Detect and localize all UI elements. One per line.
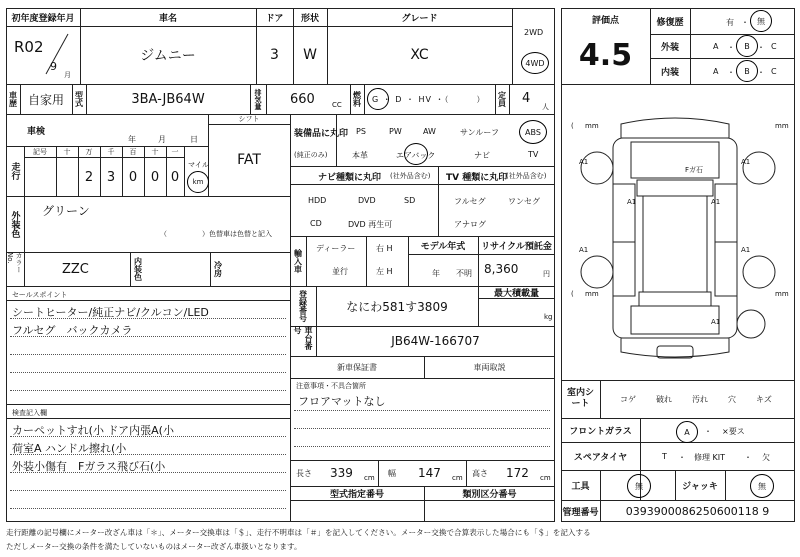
exterior-a: A (713, 42, 719, 51)
spare-label: スペアタイヤ (573, 452, 628, 463)
digit-header-10k: 万 (85, 147, 93, 156)
nav-dvd-play: DVD 再生可 (348, 220, 393, 229)
km-circle (187, 171, 209, 193)
nav-sublabel: (社外品含む) (390, 172, 431, 180)
interior-b-circle (736, 60, 758, 82)
footer-line-2: ただしメーター交換の条件を満たしていないものはメーター改ざん車扱いとなります。 (6, 542, 302, 551)
model: 3BA-JB64W (131, 91, 205, 107)
nav-cd: CD (310, 219, 322, 228)
tv-analog: アナログ (454, 220, 486, 229)
nav-dvd: DVD (358, 196, 376, 205)
digit-header-10: 十 (151, 147, 159, 156)
damage-mark-a1-left-door: A1 (627, 198, 637, 206)
length-unit: cm (364, 474, 375, 482)
car-right-front-door (715, 184, 737, 242)
cc-unit: CC (332, 101, 342, 109)
equipment-sublabel: (純正のみ) (294, 151, 328, 159)
car-left-rear-panel (613, 242, 635, 296)
import-left-h: 左 H (376, 267, 393, 276)
notes-label: 注意事項・不具合箇所 (296, 382, 366, 390)
equip-leather: 本革 (352, 151, 368, 160)
car-hood (631, 142, 719, 178)
width-value: 147 (418, 466, 441, 480)
color-no-label: カラー No. (6, 252, 23, 273)
tv-fullseg: フルセグ (454, 197, 486, 206)
seat-scratch: キズ (756, 395, 772, 404)
nav-label: ナビ種類に丸印 (318, 173, 382, 183)
equip-navi: ナビ (474, 151, 490, 160)
capacity-label: 定員 (497, 91, 507, 107)
score-label: 評価点 (591, 15, 619, 26)
mgmt-value: 0393900086250600118 9 (625, 504, 770, 518)
damage-mark-a1-left-front: A1 (579, 158, 589, 166)
tools-value-circle (627, 474, 651, 498)
jack-label: ジャッキ (682, 481, 718, 492)
car-body-outline (613, 138, 737, 338)
model-year-unknown: 不明 (456, 269, 472, 278)
mileage-label: 走行 (9, 162, 20, 180)
grade-label: グレード (401, 13, 438, 24)
windshield-a: A (684, 427, 690, 437)
shaken-month-unit: 月 (158, 135, 166, 144)
damage-mark-a1-right-front: A1 (741, 158, 751, 166)
drive-4wd-label: 4WD (525, 58, 545, 68)
drive-2wd: 2WD (524, 28, 544, 37)
color-value: グリーン (42, 204, 90, 218)
car-rear-bumper (621, 338, 729, 357)
windshield-a-circle (676, 421, 698, 443)
exterior-dot1: ・ (727, 43, 735, 52)
car-name: ジムニー (140, 48, 196, 64)
car-left-front-door (613, 184, 635, 242)
car-right-rear-panel (715, 242, 737, 296)
interior-dot1: ・ (727, 68, 735, 77)
chassis-value: JB64W-166707 (391, 334, 480, 348)
ac-label: 冷房 (213, 261, 223, 277)
windshield-label: フロントガラス (569, 426, 632, 437)
windshield-needs-repair: ×要ス (722, 427, 745, 436)
capacity-unit: 人 (542, 103, 549, 111)
wheel-rear-right (743, 256, 775, 288)
digit-100k: 2 (84, 169, 94, 185)
equip-aw: AW (423, 127, 436, 136)
width-unit: cm (452, 474, 463, 482)
shaken-day-unit: 日 (190, 135, 198, 144)
equip-ps: PS (356, 127, 366, 136)
recycle-label: リサイクル預託金 (481, 241, 552, 252)
equip-airbag: エアバック (396, 151, 436, 160)
spare-t: T (662, 452, 667, 461)
shape-label: 形状 (300, 13, 319, 24)
repair-no: 無 (757, 16, 765, 26)
grade: XC (410, 47, 429, 63)
interior-label: 内装 (660, 67, 679, 78)
digit-100: 0 (150, 169, 160, 185)
km-label: km (192, 178, 204, 186)
mm-label-rear-left-unit: mm (585, 290, 599, 298)
car-name-label: 車名 (158, 13, 177, 24)
repair-dot: ・ (741, 18, 749, 27)
seat-burn: コゲ (620, 395, 636, 404)
car-front-bumper (621, 118, 729, 138)
spare-repair-kit: 修理 KIT (694, 453, 726, 462)
seat-tear: 破れ (656, 395, 672, 404)
displacement-label: 排気量 (254, 88, 262, 110)
damage-mark-a1-rear: A1 (711, 318, 721, 326)
inspector-line-1: カーペットすれ(小 ドア内張A(小 (12, 424, 174, 437)
fuel-label: 燃料 (352, 91, 362, 107)
height-label: 高さ (472, 469, 488, 478)
category-number-label: 類別区分番号 (462, 489, 517, 500)
damage-mark-fg: Fガ石 (685, 166, 704, 174)
recycle-yen: 円 (543, 270, 550, 278)
inspector-label: 検査記入欄 (12, 409, 47, 417)
wheel-front-left (581, 152, 613, 184)
tv-sublabel: (社外品含む) (506, 172, 547, 180)
exterior-b-circle (736, 35, 758, 57)
shape: W (303, 47, 317, 63)
repair-yes: 有 (726, 18, 734, 27)
shift-label: シフト (238, 115, 260, 123)
import-parallel: 並行 (332, 267, 348, 276)
vehicle-type-label: 車歴 (8, 91, 18, 107)
capacity: 4 (522, 91, 531, 106)
reg-value: なにわ581す3809 (346, 299, 448, 314)
first-reg-era: R02 (14, 38, 44, 56)
reg-label: 登録番号 (298, 290, 308, 322)
interior-b: B (744, 66, 750, 76)
spare-dot2: ・ (744, 453, 752, 462)
tools-label: 工具 (571, 481, 590, 492)
new-warranty: 新車保証書 (337, 362, 377, 372)
height-unit: cm (540, 474, 551, 482)
import-right-h: 右 H (376, 244, 393, 253)
first-reg-month: 9 (50, 60, 57, 73)
month-unit: 月 (64, 71, 71, 79)
jack-value: 無 (758, 481, 766, 491)
notes-value: フロアマットなし (298, 395, 386, 408)
inspector-line-3: 外装小傷有 Fガラス飛び石(小 (12, 460, 166, 473)
seat-dirt: 汚れ (692, 395, 708, 404)
sales-point-line-1: シートヒーター/純正ナビ/クルコン/LED (12, 306, 209, 319)
sales-point-label: セールスポイント (12, 291, 68, 299)
equip-sunroof: サンルーフ (460, 128, 499, 137)
mgmt-label: 管理番号 (562, 507, 599, 518)
airbag-circle (404, 143, 428, 165)
digit-header-symbol: 記号 (33, 147, 47, 156)
digit-header-100: 百 (129, 147, 137, 156)
max-load-kg: kg (544, 313, 553, 321)
damage-mark-a1-right-door: A1 (711, 198, 721, 206)
model-year-unit: 年 (432, 269, 440, 278)
spare-dot1: ・ (678, 453, 686, 462)
digit-10k: 3 (106, 169, 116, 185)
fuel-options: G ・ D ・ HV ・（ ） (372, 95, 486, 104)
car-windshield (637, 180, 713, 196)
digit-header-100k: 十 (63, 147, 71, 156)
import-label: 輸入車 (293, 249, 303, 273)
door-label: ドア (265, 13, 284, 24)
interior-seat-label: 室内シート (566, 388, 594, 409)
footer-line-1: 走行距離の記号欄にメーター改ざん車は「＊」、メーター交換車は「＄」、走行不明車は「＃」を記入してください。メーター交換で合算表示した場合にも「＄」を記入する (6, 528, 591, 537)
inspector-line-2: 荷室A ハンドル擦れ(小 (12, 442, 127, 455)
model-year-label: モデル年式 (420, 241, 466, 252)
exterior-b: B (744, 41, 750, 51)
tv-oneseg: ワンセグ (508, 197, 540, 206)
shaken-label: 車検 (26, 126, 45, 137)
shift-value: FAT (237, 152, 261, 168)
length-label: 長さ (296, 469, 312, 478)
mile-label: マイル (188, 161, 209, 169)
doors: 3 (270, 47, 279, 63)
exterior-label: 外装 (660, 42, 679, 53)
interior-dot2: ・ (757, 68, 765, 77)
car-tailgate (631, 306, 719, 334)
wheel-front-right (743, 152, 775, 184)
interior-a: A (713, 67, 719, 76)
max-load-label: 最大積載量 (493, 288, 539, 299)
digit-header-1k: 千 (107, 147, 115, 156)
seat-hole: 穴 (728, 395, 736, 404)
recycle-value: 8,360 (484, 262, 519, 276)
mm-label-front-right: mm (775, 122, 789, 130)
chassis-label: 車台番号 (293, 326, 313, 350)
score-value: 4.5 (578, 37, 633, 73)
sales-point-line-2: フルセグ バックカメラ (12, 324, 133, 337)
interior-color-label: 内装色 (133, 257, 143, 281)
type-designation-label: 型式指定番号 (329, 489, 384, 500)
spare-tire-outline (657, 346, 693, 358)
equipment-label: 装備品に丸印 (294, 129, 349, 139)
wheel-rear-left (581, 256, 613, 288)
color-no-value: ZZC (62, 262, 89, 277)
height-value: 172 (506, 466, 529, 480)
fuel-selected-circle (367, 88, 389, 110)
length-value: 339 (330, 466, 353, 480)
car-rear-window (639, 292, 711, 306)
interior-c: C (771, 67, 777, 76)
spare-missing: 欠 (762, 453, 770, 462)
windshield-dot: ・ (704, 427, 712, 436)
first-reg-label: 初年度登録年月 (11, 13, 75, 24)
damage-mark-a1-right-rear: A1 (741, 246, 751, 254)
displacement: 660 (290, 92, 315, 107)
mm-label-rear-left: ( (571, 290, 574, 298)
equip-pw: PW (389, 127, 402, 136)
equip-abs-label: ABS (525, 127, 541, 137)
car-damage-diagram (561, 84, 795, 380)
shaken-year-unit: 年 (128, 135, 136, 144)
exterior-dot2: ・ (757, 43, 765, 52)
repair-label: 修復歴 (656, 17, 684, 28)
spare-wheel (737, 310, 765, 338)
equip-tv: TV (528, 150, 539, 159)
vehicle-type: 自家用 (27, 92, 64, 107)
repair-no-circle (750, 10, 772, 32)
mm-label-front-left-unit: mm (585, 122, 599, 130)
digit-1k: 0 (128, 169, 138, 185)
nav-sd: SD (404, 196, 416, 205)
width-label: 幅 (388, 469, 396, 478)
tv-label: TV 種類に丸印 (446, 173, 508, 183)
nav-hdd: HDD (308, 196, 327, 205)
damage-mark-a1-left-rear: A1 (579, 246, 589, 254)
digit-header-1: 一 (171, 147, 179, 156)
exterior-c: C (771, 42, 777, 51)
color-note: （ ）色替車は色替と記入 (160, 230, 272, 238)
mm-label-rear-right: mm (775, 290, 789, 298)
mm-label-front-left: ( (571, 122, 574, 130)
car-roof (643, 196, 707, 292)
color-label: 外装色 (9, 210, 20, 238)
jack-value-circle (750, 474, 774, 498)
manual: 車両取説 (473, 362, 506, 372)
import-dealer: ディーラー (316, 244, 356, 253)
model-label: 型式 (74, 91, 84, 107)
digit-10: 0 (170, 169, 180, 185)
drive-4wd (521, 52, 549, 74)
tools-value: 無 (635, 481, 643, 491)
equip-abs (519, 120, 547, 144)
